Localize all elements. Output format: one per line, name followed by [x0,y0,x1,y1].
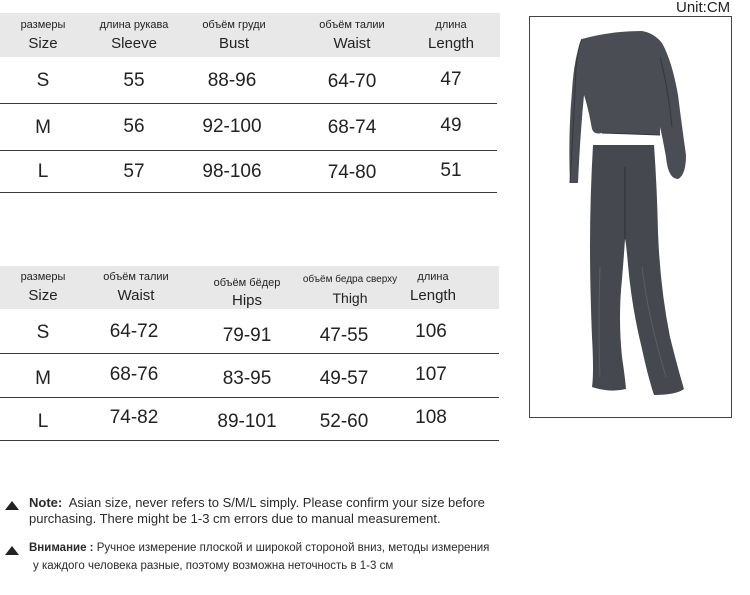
row-divider [0,103,497,104]
table-cell: 56 [123,116,145,137]
size-table-top [0,13,500,195]
header-hips [196,277,298,309]
note-text-line2: purchasing. There might be 1-3 cm errors due to manual measurement. [29,511,441,526]
header-ru: объём талии [103,271,169,283]
note-text-line1 [29,542,489,554]
note-text-line1 [29,495,485,510]
header-ru: длина рукава [99,19,169,31]
table-cell: L [37,411,49,432]
header-size [0,19,86,52]
row-divider [0,192,497,193]
row-divider [0,353,499,354]
note-text-line2: у каждого человека разные, поэтому возможна неточность в 1-3 см [33,560,394,572]
table-cell: 68-74 [327,117,377,138]
table-cell: 47 [440,69,462,90]
note-text: Ручное измерение плоской и широкой стороной вниз, методы измерения [96,542,490,554]
table-cell: 52-60 [319,411,369,432]
table-cell: 55 [123,70,145,91]
header-ru: объём бёдер [213,277,281,289]
row-divider [0,440,499,441]
table-cell: 74-82 [109,407,159,428]
header-bust [182,19,286,52]
header-ru: размеры [20,271,66,283]
header-thigh [298,274,402,306]
header-waist [86,271,186,304]
header-en: Length [428,35,474,52]
header-en: Sleeve [111,35,157,52]
header-ru: объём талии [319,19,385,31]
table-cell: S [36,322,50,343]
size-table-bottom [0,266,500,446]
header-ru: объём бедра сверху [302,274,398,285]
unit-label: Unit:CM [676,0,731,16]
table-cell: 64-70 [327,71,377,92]
note-label: Note: [29,495,63,510]
table-cell: 49-57 [319,368,369,389]
header-length [402,271,464,304]
table-cell: 49 [440,115,462,136]
header-ru: длина [435,19,467,31]
table-cell: 47-55 [319,325,369,346]
table-cell: M [35,368,51,389]
table-cell: 88-96 [207,70,257,91]
table-cell: 89-101 [217,411,277,432]
table-cell: M [35,117,51,138]
table-cell: 83-95 [222,368,272,389]
header-en: Thigh [332,290,368,306]
header-waist [296,19,408,52]
header-en: Length [410,287,456,304]
table-cell: 107 [415,364,447,385]
table-cell: 64-72 [109,321,159,342]
table-cell: 98-106 [202,161,262,182]
table-cell: 79-91 [222,325,272,346]
header-en: Size [28,35,58,52]
product-photo [529,16,732,418]
header-length [408,19,494,52]
header-sleeve [86,19,182,52]
table-cell: 92-100 [202,116,262,137]
header-en: Waist [333,35,371,52]
header-ru: размеры [20,19,66,31]
row-divider [0,397,499,398]
table-cell: 68-76 [109,364,159,385]
note-text: Asian size, never refers to S/M/L simply. Please confirm your size before [68,495,485,510]
table-cell: 51 [440,160,462,181]
header-en: Hips [231,292,262,309]
header-en: Waist [117,287,155,304]
outfit-illustration [530,17,731,417]
table-cell: 74-80 [327,162,377,183]
table-cell: 106 [415,321,447,342]
header-ru: длина [417,271,449,283]
row-divider [0,150,497,151]
note-label: Внимание : [29,542,94,554]
warning-triangle-icon [5,546,19,555]
header-ru: объём груди [202,19,266,31]
header-size [0,271,86,304]
warning-triangle-icon [5,501,19,510]
table-cell: L [37,161,49,182]
table-cell: 57 [123,161,145,182]
header-en: Bust [218,35,249,52]
header-en: Size [28,287,58,304]
table-cell: S [36,70,50,91]
table-cell: 108 [415,407,447,428]
